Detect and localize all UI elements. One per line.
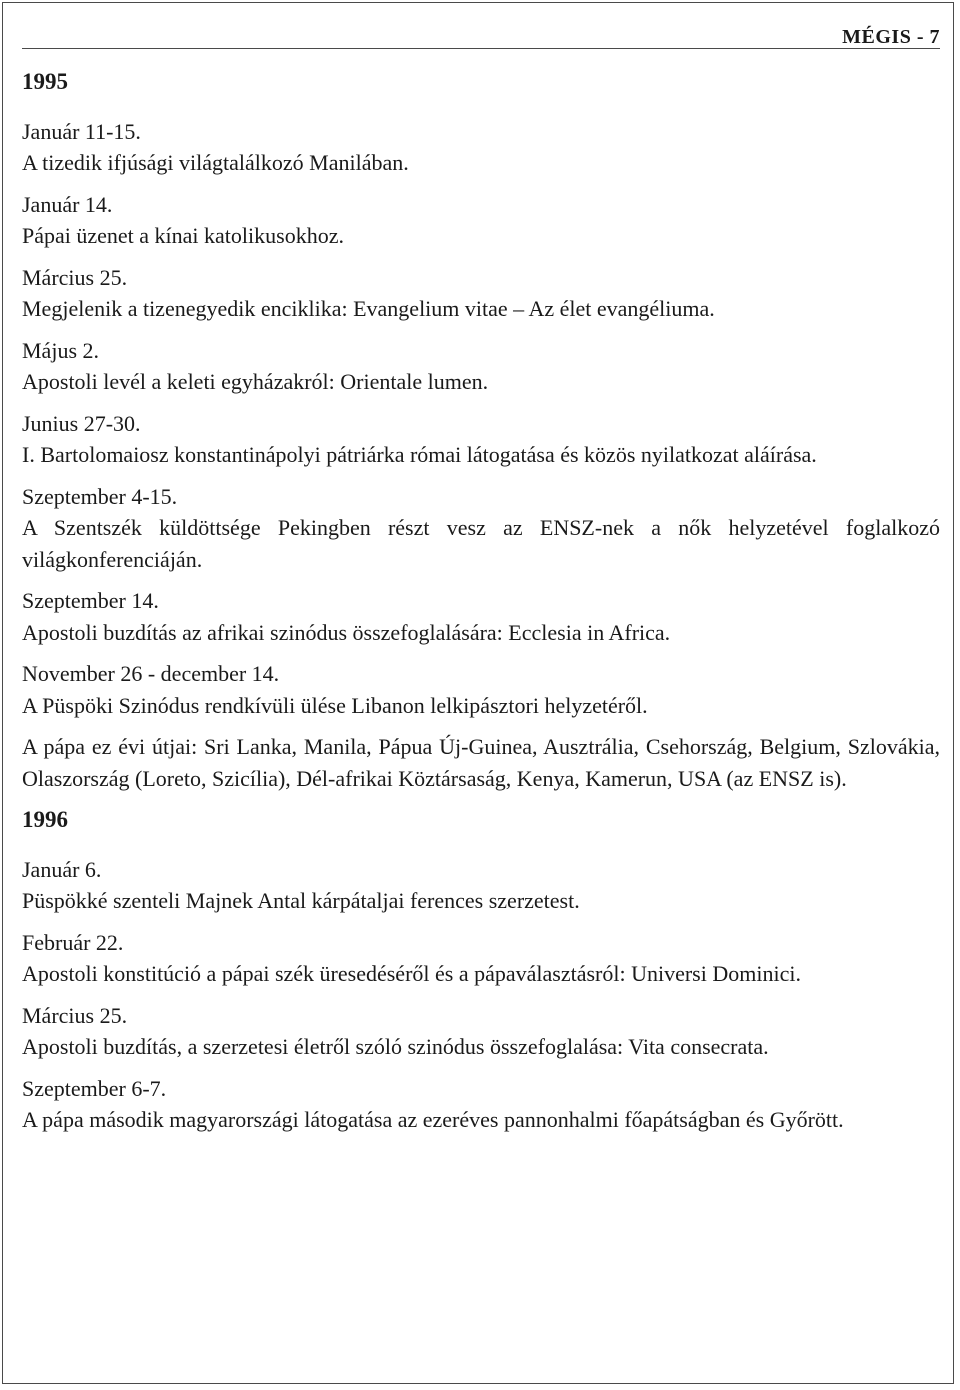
chronology-entry — [22, 408, 940, 471]
entry-text: I. Bartolomaiosz konstantinápolyi pátriárka római látogatása és közös nyilatkozat aláírása. — [22, 442, 817, 467]
chronology-entry — [22, 658, 940, 721]
entry-date: Junius 27-30. — [22, 410, 141, 436]
entry-text: A Szentszék küldöttsége Pekingben részt vesz az ENSZ-nek a nők helyzetével foglalkozó világkonferenciáján. — [22, 515, 940, 572]
entry-text: A Püspöki Szinódus rendkívüli ülése Libanon lelkipásztori helyzetéről. — [22, 692, 648, 718]
entry-date: Január 14. — [22, 191, 113, 217]
entry-text: Apostoli konstitúció a pápai szék üresedéséről és a pápaválasztásról: Universi Dominici. — [22, 961, 801, 986]
entry-date: Január 11-15. — [22, 118, 141, 144]
entry-date: November 26 - december 14. — [22, 661, 280, 686]
running-header — [22, 26, 940, 49]
chronology-entry — [22, 262, 940, 325]
chronology-entry — [22, 189, 940, 252]
chronology-entry — [22, 1073, 940, 1136]
entry-date: Szeptember 6-7. — [22, 1075, 167, 1101]
entry-text: Apostoli levél a keleti egyházakról: Orientale lumen. — [22, 369, 489, 394]
entry-text: Megjelenik a tizenegyedik enciklika: Evangelium vitae – Az élet evangéliuma. — [22, 296, 715, 321]
entry-date: Február 22. — [22, 929, 124, 955]
entry-date: Május 2. — [22, 337, 99, 363]
chronology-entry — [22, 927, 940, 990]
summary-text: A pápa ez évi útjai: Sri Lanka, Manila, Pápua Új-Guinea, Ausztrália, Csehország, Belgium, Szlovákia, Olaszország (Loreto, Szicília), Dél-afrikai Köztársaság, Kenya, Kamerun, USA (az ENSZ is). — [22, 734, 940, 791]
entry-date: Március 25. — [22, 1002, 128, 1028]
entry-date: Március 25. — [22, 264, 128, 290]
year-heading-1996: 1996 — [22, 807, 68, 832]
chronology-entry — [22, 481, 940, 576]
entry-text: Apostoli buzdítás az afrikai szinódus összefoglalására: Ecclesia in Africa. — [22, 619, 671, 645]
entry-text: A pápa második magyarországi látogatása az ezeréves pannonhalmi főapátságban és Győrött. — [22, 1107, 844, 1132]
chronology-entry — [22, 1000, 940, 1063]
entry-text: Apostoli buzdítás, a szerzetesi életről szóló szinódus összefoglalása: Vita consecrata. — [22, 1034, 769, 1059]
entry-date: Szeptember 14. — [22, 588, 159, 613]
chronology-entry — [22, 116, 940, 179]
entry-date: Szeptember 4-15. — [22, 483, 178, 509]
entry-text: Püspökké szenteli Majnek Antal kárpátaljai ferences szerzetest. — [22, 888, 580, 913]
chronology-entry — [22, 335, 940, 398]
chronology-entry — [22, 585, 940, 648]
document-body — [22, 66, 940, 1146]
entry-date: Január 6. — [22, 856, 102, 882]
chronology-entry — [22, 854, 940, 917]
year-summary — [22, 731, 940, 794]
running-title: MÉGIS - 7 — [842, 26, 940, 48]
entry-text: A tizedik ifjúsági világtalálkozó Manilában. — [22, 150, 409, 175]
year-heading-1995: 1995 — [22, 69, 68, 94]
entry-text: Pápai üzenet a kínai katolikusokhoz. — [22, 223, 344, 248]
